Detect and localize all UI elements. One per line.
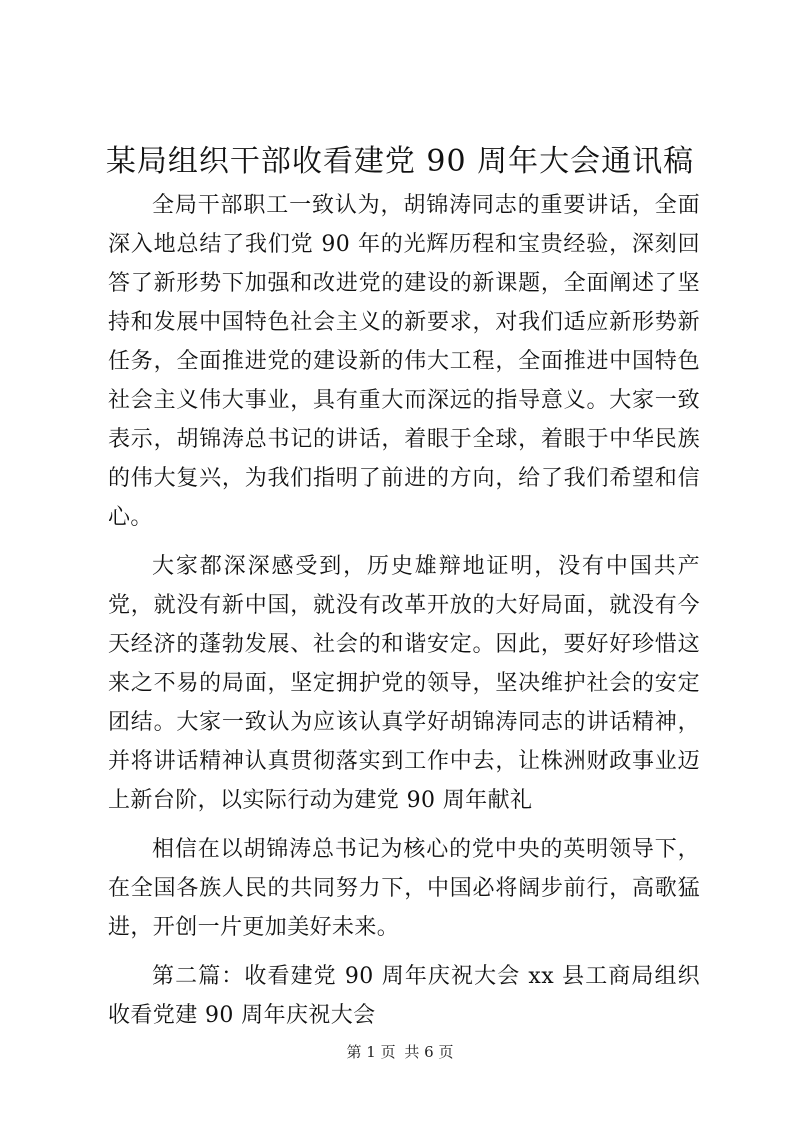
paragraph: 全局干部职工一致认为，胡锦涛同志的重要讲话，全面深入地总结了我们党 90 年的光辉历程和宝贵经验，深刻回答了新形势下加强和改进党的建设的新课题，全面阐述了坚持和发展中国特色社会主义的新要求，对我们适应新形势新任务，全面推进党的建设新的伟大工程，全面推进中国特色社会主义伟大事业，具有重大而深远的指导意义。大家一致表示，胡锦涛总书记的讲话，着眼于全球，着眼于中华民族的伟大复兴，为我们指明了前进的方向，给了我们希望和信心。	[108, 193, 700, 530]
paragraph: 第二篇：收看建党 90 周年庆祝大会 xx 县工商局组织收看党建 90 周年庆祝大会	[108, 964, 700, 1028]
document-title: 某局组织干部收看建党 90 周年大会通讯稿	[105, 144, 695, 179]
page-number: 第 1 页	[346, 1043, 396, 1061]
document-body	[108, 186, 700, 1045]
page-total: 共 6 页	[404, 1043, 454, 1061]
paragraph: 相信在以胡锦涛总书记为核心的党中央的英明领导下，在全国各族人民的共同努力下，中国必将阔步前行，高歌猛进，开创一片更加美好未来。	[108, 837, 700, 940]
page-footer	[0, 1042, 800, 1062]
paragraph: 大家都深深感受到，历史雄辩地证明，没有中国共产党，就没有新中国，就没有改革开放的大好局面，就没有今天经济的蓬勃发展、社会的和谐安定。因此，要好好珍惜这来之不易的局面，坚定拥护党的领导，坚决维护社会的安定团结。大家一致认为应该认真学好胡锦涛同志的讲话精神，并将讲话精神认真贯彻落实到工作中去，让株洲财政事业迈上新台阶，以实际行动为建党 90 周年献礼	[108, 554, 700, 813]
